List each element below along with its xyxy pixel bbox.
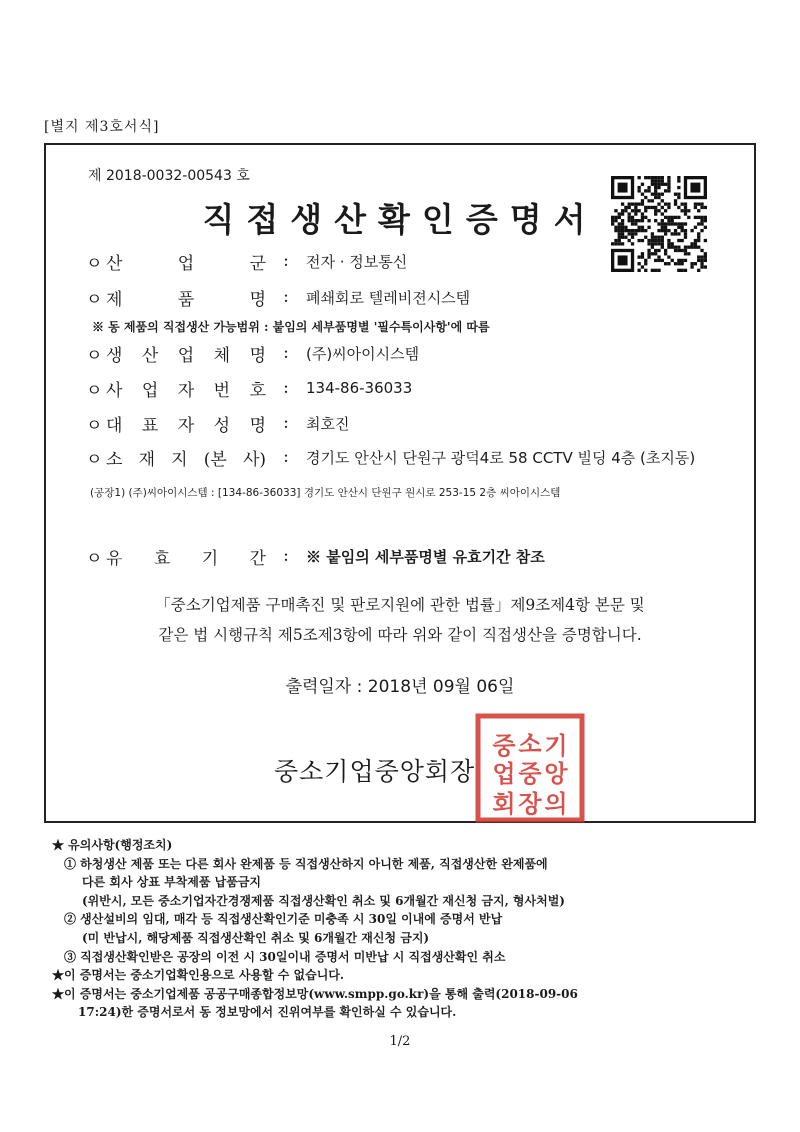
field-colon: : <box>283 413 289 433</box>
field-label-char: 품 <box>177 289 195 310</box>
field-value: 최호진 <box>306 414 350 433</box>
field-label-char: 사 <box>106 380 123 401</box>
seal-char: 장 <box>518 790 542 818</box>
notice-line: 다른 회사 상표 부착제품 납품금지 <box>82 875 262 890</box>
field-label-char: 명 <box>249 415 266 436</box>
page-number: 1/2 <box>389 1034 411 1049</box>
field-label <box>106 544 266 569</box>
field-label <box>106 411 266 436</box>
certificate-title: 직접생산확인증명서 <box>202 200 598 239</box>
field-label-char: 기 <box>201 548 219 569</box>
notice-line: ③ 직접생산확인받은 공장의 이전 시 30일이내 증명서 미반납 시 직접생산확인 취소 <box>64 949 506 964</box>
field-ceo <box>86 410 349 436</box>
certification-line: 같은 법 시행규칙 제5조제3항에 따라 위와 같이 직접생산을 증명합니다. <box>158 626 642 644</box>
field-label-char: 업 <box>141 380 159 401</box>
field-label-char: 명 <box>249 289 266 310</box>
field-label-char: 효 <box>153 548 171 569</box>
field-label-char: 제 <box>106 289 123 310</box>
field-label-char: 대 <box>106 415 123 436</box>
notice-line: (미 반납시, 해당제품 직접생산확인 취소 및 6개월간 재신청 금지) <box>82 930 430 945</box>
notice-line: ★이 증명서는 중소기업확인용으로 사용할 수 없습니다. <box>52 968 345 983</box>
bullet-marker: ㅇ <box>86 449 103 470</box>
document-number: 제 2018-0032-00543 호 <box>88 168 250 184</box>
field-label-char: 산 <box>106 253 123 274</box>
field-label-char: 자 <box>177 380 195 401</box>
field-value: 폐쇄회로 텔레비젼시스템 <box>306 288 471 307</box>
field-label-char: 자 <box>177 415 195 436</box>
field-company <box>86 340 419 366</box>
field-value: 134-86-36033 <box>306 379 413 397</box>
notice-line: ② 생산설비의 임대, 매각 등 직접생산확인기준 미충족 시 30일 이내에 증명서 반납 <box>64 912 503 927</box>
field-label-char: 군 <box>249 253 266 274</box>
field-label-char: 업 <box>177 345 195 366</box>
bullet-marker: ㅇ <box>86 548 103 569</box>
bullet-marker: ㅇ <box>86 415 103 436</box>
seal-char: 중 <box>492 732 516 760</box>
field-value: (주)씨아이시스템 <box>306 344 420 363</box>
notice-line: 17:24)한 증명서로서 동 정보망에서 진위여부를 확인하실 수 있습니다. <box>78 1005 457 1020</box>
field-value: 경기도 안산시 단원구 광덕4로 58 CCTV 빌딩 4층 (초지동) <box>306 448 696 467</box>
certification-text <box>0 590 800 650</box>
factory-line: (공장1) (주)씨아이시스템 : [134-86-36033] 경기도 안산시 단원구 원시로 253-15 2층 씨아이시스템 <box>90 487 561 499</box>
bullet-marker: ㅇ <box>86 380 103 401</box>
field-label-char: (본 <box>203 449 227 470</box>
field-biz-number <box>86 375 412 401</box>
field-label-char: 유 <box>106 548 123 569</box>
field-label-char: 호 <box>249 380 266 401</box>
field-colon: : <box>283 546 289 566</box>
field-label-char: 사) <box>242 449 266 470</box>
issue-date: 출력일자 : 2018년 09월 06일 <box>285 677 515 697</box>
seal-char: 소 <box>518 730 542 758</box>
field-colon: : <box>283 251 289 271</box>
field-colon: : <box>283 378 289 398</box>
field-label-char: 번 <box>213 380 231 401</box>
field-label-char: 명 <box>249 345 266 366</box>
notice-line: (위반시, 모든 중소기업자간경쟁제품 직접생산확인 취소 및 6개월간 재신청 금지, 형사처벌) <box>82 893 565 908</box>
field-label-char: 생 <box>106 345 123 366</box>
field-label-char: 간 <box>249 548 266 569</box>
issuer-name: 중소기업중앙회장 <box>274 757 476 786</box>
seal-char: 앙 <box>544 760 568 788</box>
notices <box>52 836 752 1022</box>
field-label <box>106 376 266 401</box>
notice-line: ★이 증명서는 중소기업제품 공공구매종합정보망(www.smpp.go.kr)을 통해 출력(2018-09-06 <box>52 986 578 1001</box>
field-value: ※ 붙임의 세부품명별 유효기간 참조 <box>306 547 545 566</box>
bullet-marker: ㅇ <box>86 345 103 366</box>
field-label-char: 업 <box>177 253 195 274</box>
field-industry <box>86 248 407 274</box>
scope-note: ※ 동 제품의 직접생산 가능범위 : 붙임의 세부품명별 '필수특이사항'에 따름 <box>92 320 490 334</box>
certification-line: 「중소기업제품 구매촉진 및 판로지원에 관한 법률」제9조제4항 본문 및 <box>155 596 645 614</box>
field-label-char: 재 <box>138 449 156 470</box>
field-address <box>86 444 695 470</box>
seal-char: 기 <box>544 732 568 760</box>
field-label-char: 소 <box>106 449 123 470</box>
notice-line: ① 하청생산 제품 또는 다른 회사 완제품 등 직접생산하지 아니한 제품, 직접생산한 완제품에 <box>64 856 548 871</box>
bullet-marker: ㅇ <box>86 289 103 310</box>
field-validity <box>86 543 545 569</box>
field-label-char: 체 <box>213 345 231 366</box>
field-label-char: 산 <box>141 345 159 366</box>
field-product <box>86 284 470 310</box>
seal-char: 업 <box>492 760 516 788</box>
bullet-marker: ㅇ <box>86 253 103 274</box>
field-label-char: 표 <box>141 415 159 436</box>
field-value: 전자 · 정보통신 <box>306 252 408 271</box>
seal-char: 의 <box>544 790 568 818</box>
field-label <box>106 249 266 274</box>
field-label <box>106 341 266 366</box>
seal-char: 중 <box>518 760 542 788</box>
field-label-char: 지 <box>171 449 188 470</box>
form-label: [별지 제3호서식] <box>44 119 160 135</box>
field-colon: : <box>283 287 289 307</box>
field-colon: : <box>283 447 289 467</box>
official-seal-icon <box>474 712 586 824</box>
seal-char: 회 <box>492 790 516 818</box>
field-label-char: 성 <box>213 415 231 436</box>
field-colon: : <box>283 343 289 363</box>
notice-header: ★ 유의사항(행정조치) <box>52 838 173 852</box>
field-label <box>106 445 266 470</box>
field-label <box>106 285 266 310</box>
